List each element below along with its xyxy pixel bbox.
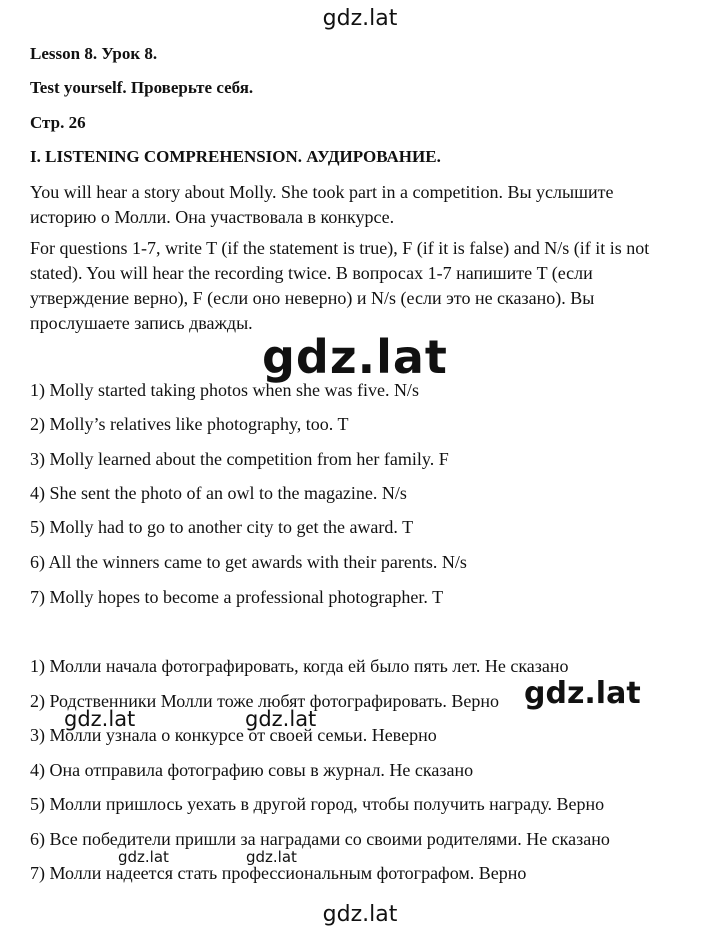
watermark-tiny-middle: gdz.lat: [246, 848, 297, 866]
watermark-center: gdz.lat: [262, 330, 448, 384]
answer-en-5: 5) Molly had to go to another city to get the award. T: [30, 517, 414, 537]
answer-ru-7: 7) Молли надеется стать профессиональным фотографом. Верно: [30, 863, 527, 883]
answer-ru-4: 4) Она отправила фотографию совы в журнал. Не сказано: [30, 760, 474, 780]
watermark-right: gdz.lat: [524, 676, 641, 711]
answer-en-4: 4) She sent the photo of an owl to the magazine. N/s: [30, 483, 407, 503]
watermark-bottom: gdz.lat: [322, 902, 398, 927]
section-heading: I. LISTENING COMPREHENSION. АУДИРОВАНИЕ.: [30, 147, 441, 166]
watermark-tiny-left: gdz.lat: [118, 848, 169, 866]
answer-en-3: 3) Molly learned about the competition from her family. F: [30, 449, 449, 469]
watermark-small-left: gdz.lat: [64, 707, 136, 731]
intro-paragraph-1: You will hear a story about Molly. She took part in a competition. Вы услышите историю о Молли. Она участвовала в конкурсе.: [30, 182, 614, 227]
answer-en-2: 2) Molly’s relatives like photography, too. T: [30, 414, 349, 434]
test-title: Test yourself. Проверьте себя.: [30, 78, 254, 97]
answer-en-6: 6) All the winners came to get awards with their parents. N/s: [30, 552, 467, 572]
page-number: Стр. 26: [30, 113, 86, 132]
lesson-title: Lesson 8. Урок 8.: [30, 44, 158, 63]
answer-ru-3: 3) Молли узнала о конкурсе от своей семьи. Неверно: [30, 725, 437, 745]
answer-en-7: 7) Molly hopes to become a professional photographer. T: [30, 587, 444, 607]
watermark-small-middle: gdz.lat: [245, 707, 317, 731]
answer-ru-1: 1) Молли начала фотографировать, когда ей было пять лет. Не сказано: [30, 656, 569, 676]
answer-ru-6: 6) Все победители пришли за наградами со своими родителями. Не сказано: [30, 829, 610, 849]
watermark-top: gdz.lat: [322, 6, 398, 31]
answer-ru-5: 5) Молли пришлось уехать в другой город, чтобы получить награду. Верно: [30, 794, 605, 814]
answer-ru-2: 2) Родственники Молли тоже любят фотографировать. Верно: [30, 691, 499, 711]
intro-paragraph-2: For questions 1-7, write T (if the statement is true), F (if it is false) and N/s (if it is not stated). You will hear the recording twice. В вопросах 1-7 напишите T (если утверждение верно), F (если оно неверно) и N/s (если это не сказано). Вы прослушаете запись дважды.: [30, 238, 650, 333]
answer-en-1: 1) Molly started taking photos when she was five. N/s: [30, 380, 419, 400]
